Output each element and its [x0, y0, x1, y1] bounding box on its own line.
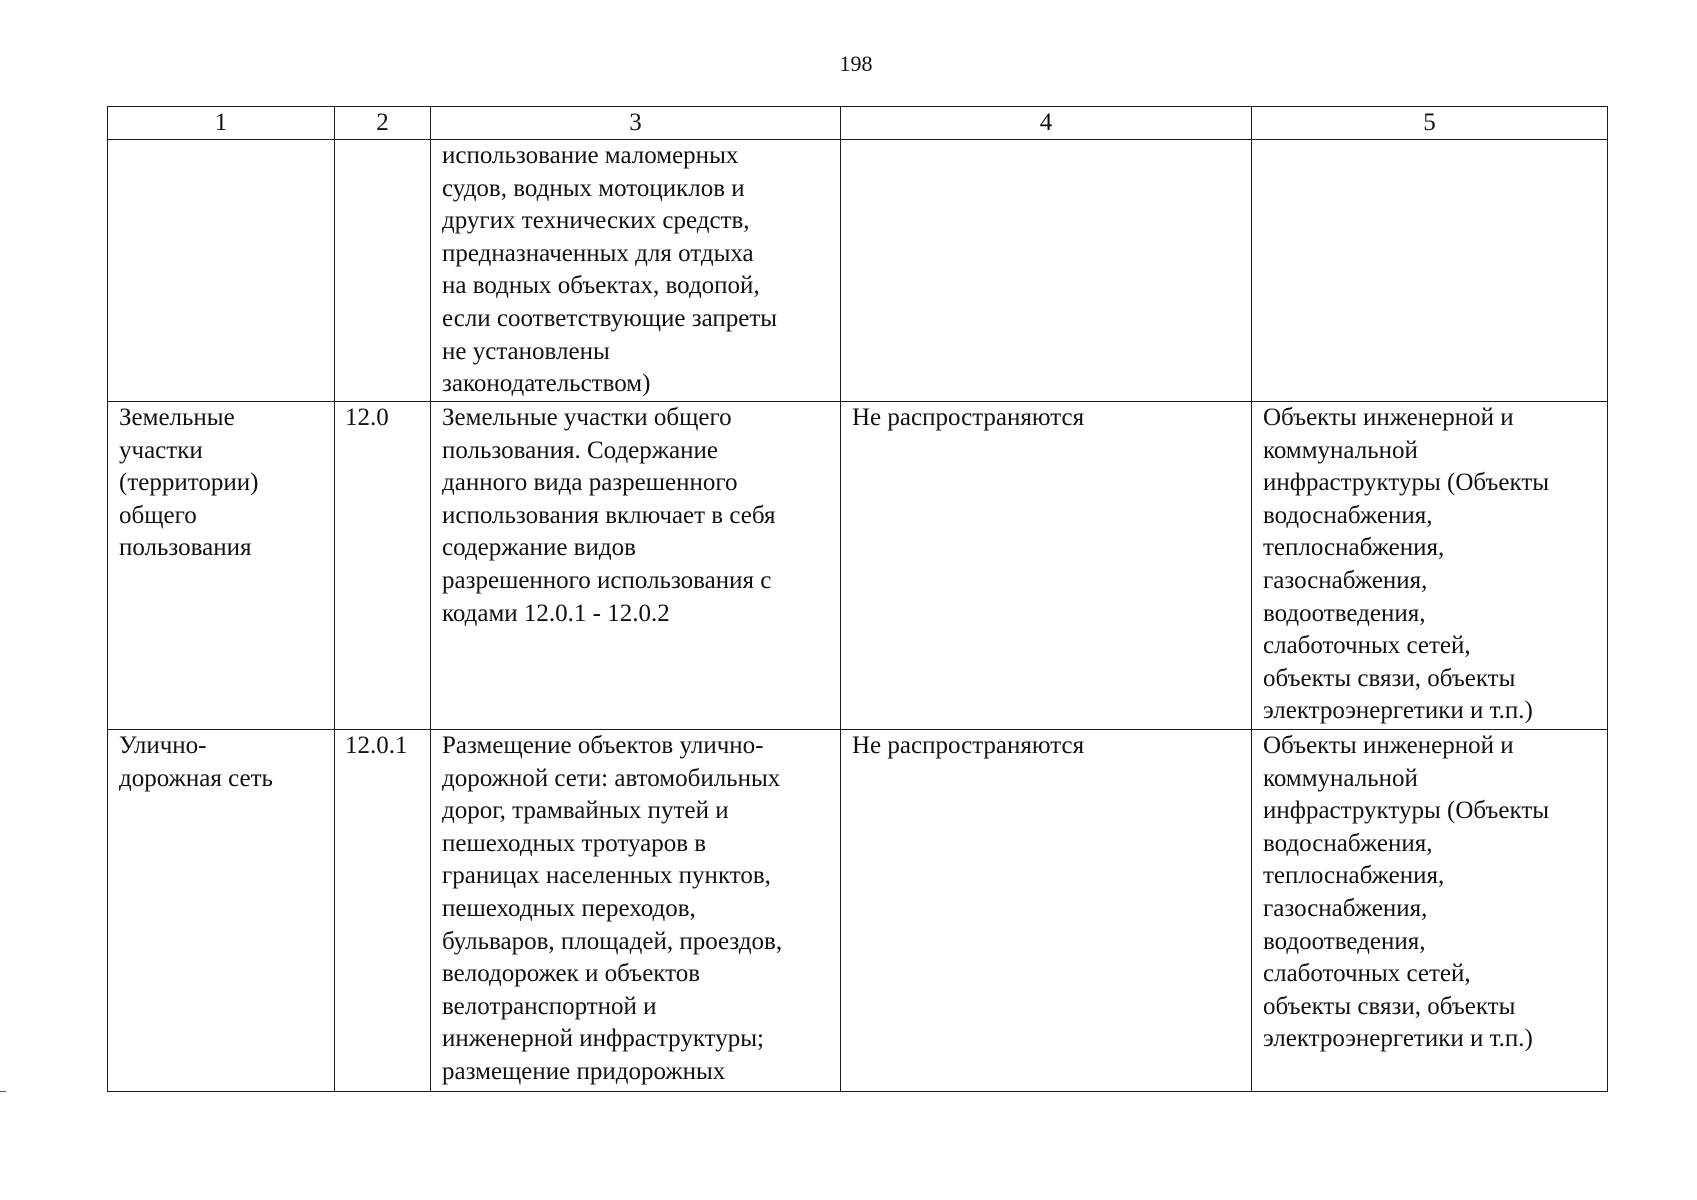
scan-margin-mark — [0, 1091, 6, 1092]
use-name-cell — [108, 140, 335, 402]
related-objects-cell: Объекты инженерной и коммунальной инфраструктуры (Объекты водоснабжения, теплоснабжения, газоснабжения, водоотведения, слаботочных сетей, объекты связи, объекты электроэнергетики и т.п.) — [1252, 402, 1608, 730]
permitted-use-table — [107, 106, 1608, 1092]
use-description-cell: Размещение объектов улично- дорожной сети: автомобильных дорог, трамвайных путей и пешеходных тротуаров в границах населенных пунктов, пешеходных переходов, бульваров, площадей, проездов, велодорожек и объектов велотранспортной и инженерной инфраструктуры; размещение придорожных — [431, 730, 841, 1092]
column-header-4: 4 — [841, 107, 1252, 140]
parameters-cell: Не распространяются — [841, 730, 1252, 1092]
column-header-1: 1 — [108, 107, 335, 140]
table-row — [108, 140, 1608, 402]
use-description-cell: использование маломерных судов, водных мотоциклов и других технических средств, предназначенных для отдыха на водных объектах, водопой, если соответствующие запреты не установлены законодательством) — [431, 140, 841, 402]
table-row — [108, 730, 1608, 1092]
use-description-cell: Земельные участки общего пользования. Содержание данного вида разрешенного использования включает в себя содержание видов разрешенного использования с кодами 12.0.1 - 12.0.2 — [431, 402, 841, 730]
use-name-cell: Земельные участки (территории) общего пользования — [108, 402, 335, 730]
table-row — [108, 402, 1608, 730]
table-header-row — [108, 107, 1608, 140]
related-objects-cell: Объекты инженерной и коммунальной инфраструктуры (Объекты водоснабжения, теплоснабжения, газоснабжения, водоотведения, слаботочных сетей, объекты связи, объекты электроэнергетики и т.п.) — [1252, 730, 1608, 1092]
parameters-cell: Не распространяются — [841, 402, 1252, 730]
parameters-cell — [841, 140, 1252, 402]
use-code-cell: 12.0.1 — [335, 730, 431, 1092]
column-header-3: 3 — [431, 107, 841, 140]
page-number: 198 — [839, 51, 873, 76]
related-objects-cell — [1252, 140, 1608, 402]
use-code-cell: 12.0 — [335, 402, 431, 730]
column-header-5: 5 — [1252, 107, 1608, 140]
use-code-cell — [335, 140, 431, 402]
use-name-cell: Улично- дорожная сеть — [108, 730, 335, 1092]
column-header-2: 2 — [335, 107, 431, 140]
